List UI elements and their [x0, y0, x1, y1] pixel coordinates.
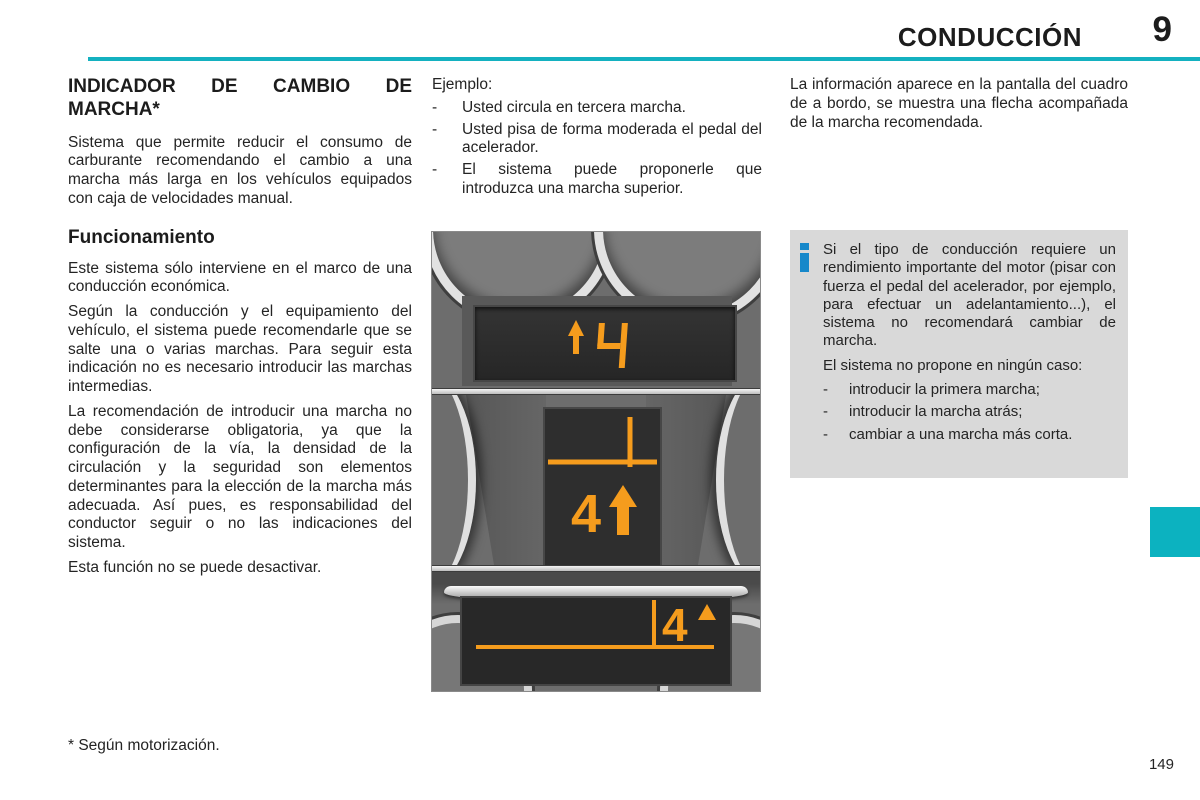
- gear-digit: 4: [571, 484, 602, 544]
- gear-4-up-arrow-graphic: [545, 409, 660, 565]
- middle-column: [432, 76, 762, 202]
- list-item: [432, 161, 762, 199]
- page-number: 149: [1148, 756, 1174, 773]
- body-paragraph: Este sistema sólo interviene en el marco de una conducción económica.: [68, 259, 412, 296]
- list-item: [823, 426, 1116, 444]
- left-column: [68, 76, 412, 584]
- list-item: [823, 403, 1116, 421]
- list-item-text: introducir la primera marcha;: [849, 381, 1040, 399]
- chrome-trim-left: [432, 395, 476, 565]
- list-item-text: Usted pisa de forma moderada el pedal del acelerador.: [462, 120, 762, 157]
- bullet-dash: -: [432, 120, 438, 138]
- panel-shading: [466, 395, 546, 565]
- bullet-dash: -: [823, 381, 828, 399]
- body-paragraph: Esta función no se puede desactivar.: [68, 558, 322, 576]
- chapter-number: 9: [1152, 10, 1172, 49]
- middle-gear-display: [545, 409, 660, 565]
- bullet-dash: -: [432, 98, 438, 116]
- panel-divider: [432, 565, 760, 572]
- intro-paragraph: La información aparece en la pantalla del cuadro de a bordo, se muestra una flecha acompañada de la marcha recomendada.: [790, 76, 1128, 131]
- list-item-text: Usted circula en tercera marcha.: [462, 98, 686, 116]
- page-title: CONDUCCIÓN: [897, 22, 1082, 52]
- body-paragraph: Según la conducción y el equipamiento del vehículo, el sistema puede recomendarle que se salte una o varias marchas. Para seguir esta indicación no es necesario introducir las marchas intermedias.: [68, 303, 412, 396]
- example-label: Ejemplo:: [432, 76, 493, 93]
- list-item: [432, 121, 762, 159]
- footnote: * Según motorización.: [68, 737, 220, 754]
- list-item-text: cambiar a una marcha más corta.: [849, 425, 1073, 443]
- list-item: [823, 381, 1116, 399]
- subsection-heading: Funcionamiento: [68, 226, 215, 248]
- bullet-dash: -: [823, 403, 828, 421]
- cluster-middle-panel: [432, 395, 760, 565]
- header-rule: [88, 57, 1200, 61]
- intro-paragraph: Sistema que permite reducir el consumo de carburante recomendando el cambio a una marcha más larga en los vehículos equipados con caja de velocidades manual.: [68, 133, 412, 207]
- gear-digit: 4: [662, 599, 688, 651]
- list-item: [432, 99, 762, 118]
- top-gear-display: [475, 307, 735, 380]
- list-item-text: introducir la marcha atrás;: [849, 403, 1023, 421]
- chrome-trim-right: [716, 395, 760, 565]
- right-column: [790, 76, 1128, 138]
- bottom-gear-display: [462, 598, 730, 684]
- list-item-text: El sistema puede proponerle que introduzca una marcha superior.: [462, 161, 762, 197]
- info-paragraph: El sistema no propone en ningún caso:: [823, 356, 1083, 374]
- gear-4-triangle-graphic: [462, 598, 730, 684]
- info-icon: [800, 243, 809, 272]
- chapter-side-tab: [1150, 507, 1200, 557]
- info-box: [790, 230, 1128, 478]
- body-paragraph: La recomendación de introducir una marcha no debe considerarse obligatoria, ya que la configuración de la vía, la densidad de la circulación y la seguridad son elementos determinantes para la elección de la marcha más adecuada. Así pues, es responsabilidad del conductor seguir o no las indicaciones del sistema.: [68, 402, 412, 552]
- bullet-dash: -: [432, 161, 438, 178]
- gear-up-arrow-4-graphic: [475, 307, 735, 380]
- info-paragraph: Si el tipo de conducción requiere un rendimiento importante del motor (pisar con fuerza el pedal del acelerador, por ejemplo, para efectuar un adelantamiento...), el sistema no recomendará cambiar de marcha.: [823, 241, 1116, 350]
- instrument-cluster-image: [432, 232, 760, 691]
- section-heading: INDICADOR DE CAMBIO DE MARCHA*: [68, 76, 412, 120]
- cluster-top-panel: [432, 232, 760, 388]
- cluster-bottom-panel: [432, 572, 760, 691]
- bullet-dash: -: [823, 425, 828, 443]
- panel-divider: [432, 388, 760, 395]
